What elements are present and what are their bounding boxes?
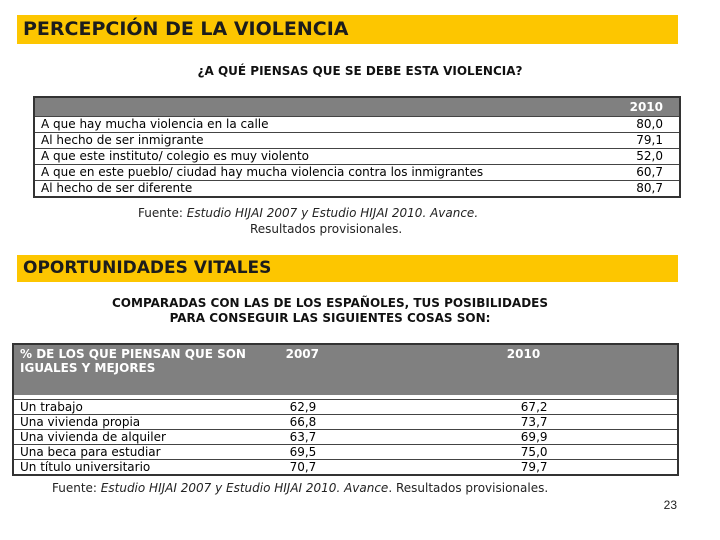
section-title: PERCEPCIÓN DE LA VIOLENCIA bbox=[23, 18, 349, 40]
row-value-2007: 62,9 bbox=[270, 400, 477, 415]
violence-causes-table bbox=[33, 96, 681, 198]
table-row bbox=[34, 181, 680, 198]
source-prefix: Fuente: bbox=[52, 481, 101, 495]
source-suffix: . Resultados provisionales. bbox=[388, 481, 549, 495]
row-label: A que este instituto/ colegio es muy violento bbox=[34, 149, 577, 165]
column-header-label-text: % DE LOS QUE PIENSAN QUE SON IGUALES Y MEJORES bbox=[20, 347, 246, 375]
row-label: Al hecho de ser inmigrante bbox=[34, 133, 577, 149]
table-row bbox=[13, 445, 678, 460]
row-value: 60,7 bbox=[577, 165, 680, 181]
row-value-2007: 66,8 bbox=[270, 415, 477, 430]
table-row bbox=[34, 149, 680, 165]
column-header-label bbox=[13, 344, 270, 395]
row-value-2010: 67,2 bbox=[477, 400, 678, 415]
row-label: Un título universitario bbox=[13, 460, 270, 476]
section-banner-violencia bbox=[17, 15, 678, 44]
source-line-2: Resultados provisionales. bbox=[250, 222, 403, 236]
table-header-row bbox=[34, 97, 680, 117]
row-label: Una vivienda de alquiler bbox=[13, 430, 270, 445]
row-value: 80,7 bbox=[577, 181, 680, 198]
table-row bbox=[13, 430, 678, 445]
row-value-2010: 73,7 bbox=[477, 415, 678, 430]
source-prefix: Fuente: bbox=[138, 206, 187, 220]
row-label: Un trabajo bbox=[13, 400, 270, 415]
table-row bbox=[34, 133, 680, 149]
row-label: Una vivienda propia bbox=[13, 415, 270, 430]
table-row bbox=[13, 400, 678, 415]
row-value-2007: 69,5 bbox=[270, 445, 477, 460]
question-line-1: COMPARADAS CON LAS DE LOS ESPAÑOLES, TUS POSIBILIDADES bbox=[112, 296, 548, 310]
row-label: Una beca para estudiar bbox=[13, 445, 270, 460]
table-row bbox=[34, 117, 680, 133]
column-header-2010: 2010 bbox=[477, 344, 678, 395]
table-header-spacer bbox=[34, 97, 577, 117]
row-value-2010: 79,7 bbox=[477, 460, 678, 476]
survey-question bbox=[60, 296, 600, 326]
source-study: Estudio HIJAI 2007 y Estudio HIJAI 2010. Avance. bbox=[186, 206, 479, 220]
source-note bbox=[52, 481, 672, 495]
section-title: OPORTUNIDADES VITALES bbox=[23, 258, 272, 278]
column-header-2010: 2010 bbox=[577, 97, 680, 117]
row-value-2010: 75,0 bbox=[477, 445, 678, 460]
row-label: A que en este pueblo/ ciudad hay mucha violencia contra los inmigrantes bbox=[34, 165, 577, 181]
source-note bbox=[138, 205, 558, 237]
source-study: Estudio HIJAI 2007 y Estudio HIJAI 2010. Avance bbox=[100, 481, 389, 495]
survey-question: ¿A QUÉ PIENSAS QUE SE DEBE ESTA VIOLENCIA? bbox=[197, 64, 523, 78]
column-header-2007: 2007 bbox=[270, 344, 477, 395]
row-label: A que hay mucha violencia en la calle bbox=[34, 117, 577, 133]
row-value: 79,1 bbox=[577, 133, 680, 149]
row-label: Al hecho de ser diferente bbox=[34, 181, 577, 198]
row-value-2010: 69,9 bbox=[477, 430, 678, 445]
question-line-2: PARA CONSEGUIR LAS SIGUIENTES COSAS SON: bbox=[169, 311, 491, 325]
table-header-row bbox=[13, 344, 678, 395]
section-banner-oportunidades bbox=[17, 255, 678, 282]
row-value: 52,0 bbox=[577, 149, 680, 165]
table-row bbox=[13, 460, 678, 476]
table-row bbox=[13, 415, 678, 430]
row-value-2007: 70,7 bbox=[270, 460, 477, 476]
row-value: 80,0 bbox=[577, 117, 680, 133]
opportunities-table bbox=[12, 343, 679, 476]
table-row bbox=[34, 165, 680, 181]
row-value-2007: 63,7 bbox=[270, 430, 477, 445]
page-number: 23 bbox=[663, 498, 677, 512]
